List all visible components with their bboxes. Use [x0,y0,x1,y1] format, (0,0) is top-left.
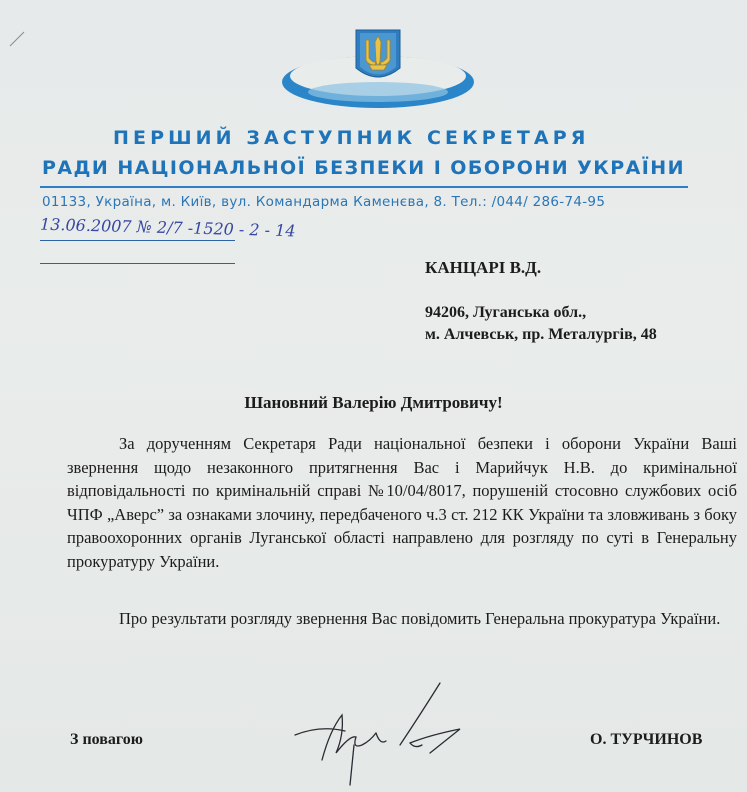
title-line-2: РАДИ НАЦІОНАЛЬНОЇ БЕЗПЕКИ І ОБОРОНИ УКРАЇНИ [42,157,686,179]
reference-line-blank [40,263,235,264]
recipient-name: КАНЦАРІ В.Д. [425,258,542,277]
signature [290,675,480,790]
title-line-1: ПЕРШИЙ ЗАСТУПНИК СЕКРЕТАРЯ [113,127,590,149]
signatory-name: О. ТУРЧИНОВ [590,731,703,748]
recipient-address-line-1: 94206, Луганська обл., [425,304,587,321]
closing-regards: З повагою [70,731,143,748]
salutation: Шановний Валерію Дмитровичу! [244,393,503,412]
paragraph-text: За дорученням Секретаря Ради національної безпеки і оборони України Ваші звернення щодо незаконного притягнення Вас і Марийчук Н.В. до кримінальної відповідальності по кримінальній справі №10/04/8017, порушеній стосовно службових осіб ЧПФ „Аверс” за ознаками злочину, передбаченого ч.3 ст. 212 КК України та зловживань з боку правоохоронних органів Луганської області направлено для розгляду по суті в Генеральну прокуратуру України. [67,434,737,571]
sender-address: 01133, Україна, м. Київ, вул. Командарма Каменєва, 8. Тел.: /044/ 286-74-95 [42,194,606,210]
body-paragraph-1 [67,432,737,573]
reference-line [40,240,235,241]
trident-icon [278,20,478,120]
corner-mark [8,28,28,48]
handwritten-reference: 13.06.2007 № 2/7 -1520 - 2 - 14 [39,214,296,241]
paragraph-text: Про результати розгляду звернення Вас повідомить Генеральна прокуратура України. [119,609,721,628]
recipient-address-line-2: м. Алчевськ, пр. Металургів, 48 [425,326,657,343]
header-divider [40,186,688,188]
body-paragraph-2 [67,607,737,631]
